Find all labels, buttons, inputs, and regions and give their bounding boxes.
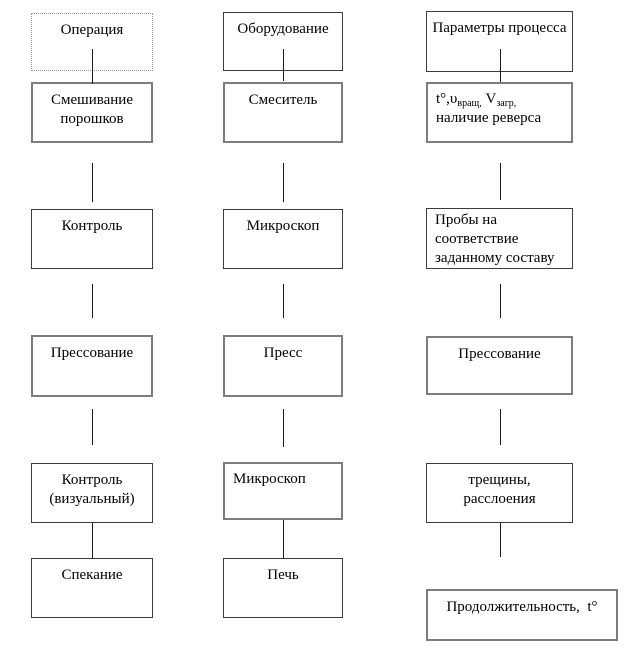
box-process-params-header: Параметры процесса: [426, 11, 573, 72]
box-pressing: Прессование: [31, 335, 153, 397]
connector-line: [283, 284, 284, 318]
connector-line: [92, 284, 93, 318]
connector-line: [500, 523, 501, 557]
box-sintering: Спекание: [31, 558, 153, 618]
box-equipment-header: Оборудование: [223, 12, 343, 71]
box-operation-header: Операция: [31, 13, 153, 71]
box-mixer: Смеситель: [223, 82, 343, 143]
box-pressing-params: Прессование: [426, 336, 573, 395]
param-volume-text: V: [481, 91, 497, 107]
box-duration: Продолжительность, t°: [426, 589, 618, 641]
param-temp-speed-text: t°,υ: [436, 91, 458, 107]
connector-line: [500, 409, 501, 445]
connector-line: [283, 49, 284, 81]
connector-line: [92, 523, 93, 558]
connector-line: [92, 409, 93, 445]
connector-line: [283, 409, 284, 447]
box-press: Пресс: [223, 335, 343, 397]
box-visual-control: Контроль (визуальный): [31, 463, 153, 523]
connector-line: [500, 163, 501, 200]
connector-line: [92, 49, 93, 84]
box-mixing-params: [426, 82, 573, 143]
box-cracks-delamination: трещины, расслоения: [426, 463, 573, 523]
box-microscope-2: Микроскоп: [223, 462, 343, 520]
connector-line: [283, 163, 284, 202]
subscript-vrash: вращ,: [457, 98, 482, 109]
connector-line: [500, 284, 501, 318]
box-composition-check: Пробы на соответствие заданному составу: [426, 208, 573, 269]
box-furnace: Печь: [223, 558, 343, 618]
connector-line: [283, 520, 284, 558]
subscript-zagr: загр,: [496, 98, 517, 109]
box-microscope-1: Микроскоп: [223, 209, 343, 269]
box-control-1: Контроль: [31, 209, 153, 269]
box-mixing-powders: Смешивание порошков: [31, 82, 153, 143]
param-reverse-text: наличие реверса: [436, 110, 542, 126]
connector-line: [92, 163, 93, 202]
connector-line: [500, 49, 501, 82]
